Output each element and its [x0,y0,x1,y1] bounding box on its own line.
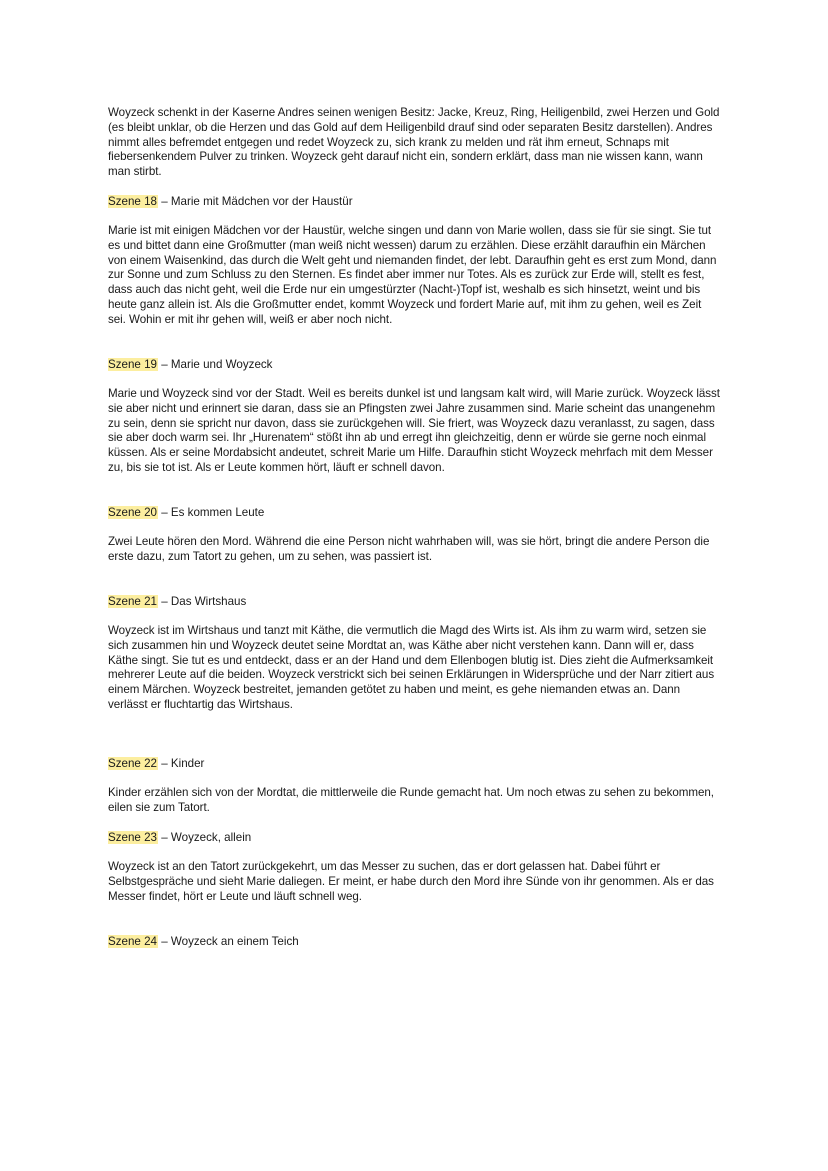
scene-heading-22 [108,756,720,771]
scene-separator: – [158,506,171,519]
scene-title: Es kommen Leute [170,506,265,519]
scene-separator: – [158,595,171,608]
scene-title: Das Wirtshaus [170,595,247,608]
scene-title: Marie und Woyzeck [170,358,273,371]
scene-heading-23 [108,830,720,845]
scene-text-22: Kinder erzählen sich von der Mordtat, die mittlerweile die Runde gemacht hat. Um noch etwas zu sehen zu bekommen, eilen sie zum Tatort. [108,786,714,814]
scene-text-21: Woyzeck ist im Wirtshaus und tanzt mit Käthe, die vermutlich die Magd des Wirts ist. Als ihm zu warm wird, setzen sie sich zusammen hin und Woyzeck deutet seine Mordtat an, was Käthe aber nicht verstehen kann. Dann will er, dass Käthe singt. Sie tut es und entdeckt, dass er an der Hand und dem Ellenbogen blutig ist. Dies zieht die Aufmerksamkeit mehrerer Leute auf die beiden. Woyzeck verstrickt sich bei seinen Erklärungen in Widersprüche und der Narr zitiert aus einem Märchen. Woyzeck bestreitet, jemanden getötet zu haben und meint, es gehe niemanden etwas an. Dann verlässt er fluchtartig das Wirtshaus. [108,624,715,711]
scene-label-highlight: Szene 22 [108,757,157,770]
scene-text-23: Woyzeck ist an den Tatort zurückgekehrt, um das Messer zu suchen, das er dort gelassen hat. Dabei führt er Selbstgespräche und sieht Marie daliegen. Er meint, er habe durch den Mord ihre Sünde von ihr genommen. Als er das Messer findet, hört er Leute und läuft schnell weg. [108,860,714,903]
scene-separator: – [158,831,171,844]
scene-label-highlight: Szene 19 [108,358,157,371]
scene-text-18: Marie ist mit einigen Mädchen vor der Haustür, welche singen und dann von Marie wollen, dass sie für sie singt. Sie tut es und bittet dann eine Großmutter (man weiß nicht wessen) darum zu erzählen. Diese erzählt daraufhin ein Märchen von einem Waisenkind, das durch die Welt geht und niemanden findet, der lebt. Daraufhin geht es erst zum Mond, dann zur Sonne und zum Schluss zu den Sternen. Es findet aber immer nur Totes. Als es zurück zur Erde will, stellt es fest, dass auch das nicht geht, weil die Erde nur ein umgestürzter (Nacht-)Topf ist, weshalb es sich hinsetzt, weint und bis heute ganz allein ist. Als die Großmutter endet, kommt Woyzeck und fordert Marie auf, mit ihm zu gehen, weil es Zeit sei. Wohin er mit ihr gehen will, weiß er aber noch nicht. [108,224,717,326]
scene-title: Kinder [170,757,205,770]
scene-separator: – [158,358,171,371]
scene-text-19: Marie und Woyzeck sind vor der Stadt. Weil es bereits dunkel ist und langsam kalt wird, will Marie zurück. Woyzeck lässt sie aber nicht und erinnert sie daran, dass sie an Pfingsten zwei Jahre zusammen sind. Marie scheint das unangenehm zu sein, denn sie spricht nur davon, dass sie zurückgehen will. Sie friert, was Woyzeck dazu veranlasst, zu sagen, dass sie aber doch warm sei. Ihr „Hurenatem“ stößt ihn ab und erregt ihn gleichzeitig, denn er würde sie gerne noch einmal küssen. Als er seine Mordabsicht andeutet, schreit Marie um Hilfe. Daraufhin sticht Woyzeck mehrfach mit dem Messer zu, bis sie tot ist. Als er Leute kommen hört, läuft er schnell davon. [108,387,720,474]
scene-separator: – [158,195,171,208]
scene-title: Woyzeck, allein [170,831,252,844]
scene-heading-18 [108,194,720,209]
intro-paragraph: Woyzeck schenkt in der Kaserne Andres seinen wenigen Besitz: Jacke, Kreuz, Ring, Heiligenbild, zwei Herzen und Gold (es bleibt unklar, ob die Herzen und das Gold auf dem Heiligenbild drauf sind oder separaten Besitz darstellen). Andres nimmt alles befremdet entgegen und redet Woyzeck zu, sich krank zu melden und rät ihm erneut, Schnaps mit fiebersenkendem Pulver zu trinken. Woyzeck geht darauf nicht ein, sondern erklärt, dass man nie wissen kann, wann man stirbt. [108,106,720,178]
scene-heading-21 [108,594,720,609]
scene-heading-24 [108,934,720,949]
scene-title: Marie mit Mädchen vor der Haustür [170,195,353,208]
scene-label-highlight: Szene 20 [108,506,157,519]
scene-label-highlight: Szene 21 [108,595,157,608]
scene-label-highlight: Szene 23 [108,831,157,844]
scene-title: Woyzeck an einem Teich [170,935,299,948]
scene-label-highlight: Szene 24 [108,935,157,948]
scene-heading-19 [108,357,720,372]
scene-label-highlight: Szene 18 [108,195,157,208]
scene-heading-20 [108,505,720,520]
scene-separator: – [158,935,171,948]
scene-text-20: Zwei Leute hören den Mord. Während die eine Person nicht wahrhaben will, was sie hört, bringt die andere Person die erste dazu, zum Tatort zu gehen, um zu sehen, was passiert ist. [108,535,710,563]
scene-separator: – [158,757,171,770]
